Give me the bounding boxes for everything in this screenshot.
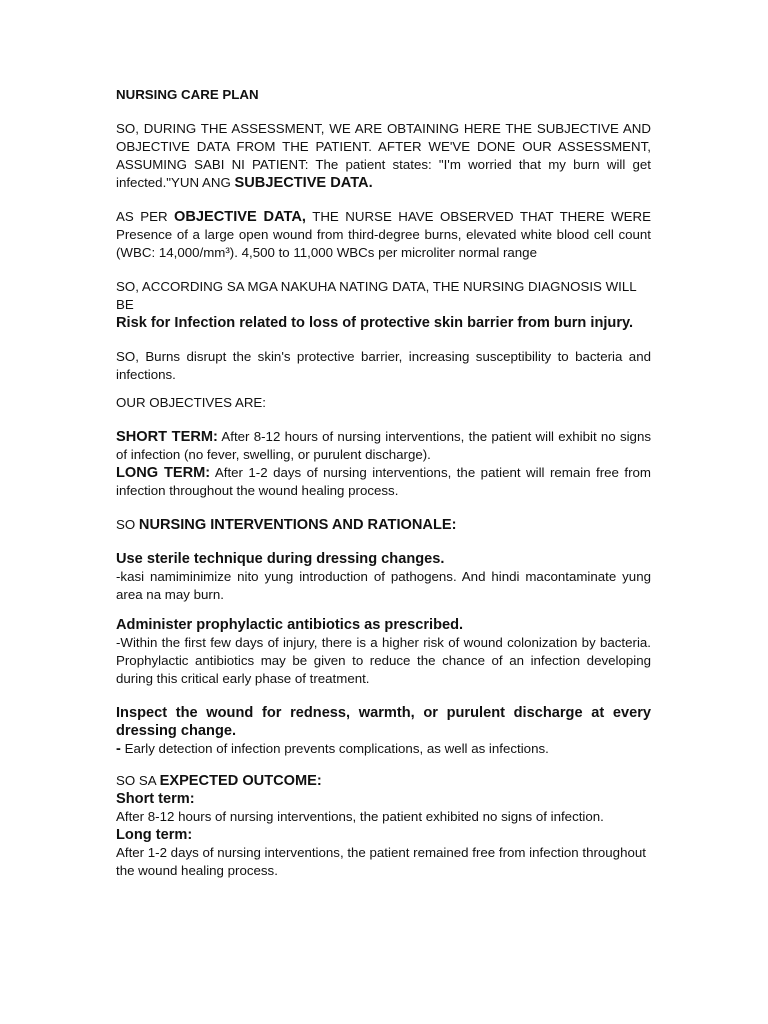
interventions-heading <box>116 516 651 534</box>
objective-paragraph <box>116 208 651 262</box>
short-term-objective <box>116 428 651 464</box>
objective-label: OBJECTIVE DATA, <box>174 209 306 225</box>
expected-outcome-label: EXPECTED OUTCOME: <box>159 773 322 789</box>
intervention-rationale <box>116 740 651 758</box>
outcome-long-text: After 1-2 days of nursing interventions, the patient remained free from infection throughout the wound healing process. <box>116 845 646 878</box>
expected-outcome-prefix: SO SA <box>116 773 160 788</box>
subjective-paragraph <box>116 120 651 192</box>
subjective-label: SUBJECTIVE DATA. <box>234 175 373 191</box>
nursing-diagnosis: Risk for Infection related to loss of protective skin barrier from burn injury. <box>116 315 634 331</box>
short-term-label: SHORT TERM: <box>116 429 218 445</box>
interventions-prefix: SO <box>116 517 139 532</box>
intervention-rationale: -Within the first few days of injury, there is a higher risk of wound colonization by bacteria. Prophylactic antibiotics may be given to reduce the chance of an infection developing during this critical early phase of treatment. <box>116 635 651 686</box>
intervention-rationale: -kasi namiminimize nito yung introduction of pathogens. And hindi macontaminate yung area na may burn. <box>116 569 651 602</box>
document-body <box>116 86 651 880</box>
diagnosis-intro: SO, ACCORDING SA MGA NAKUHA NATING DATA, THE NURSING DIAGNOSIS WILL BE <box>116 279 637 312</box>
rationale-dash: - <box>116 741 121 757</box>
objective-prefix: AS PER <box>116 209 175 224</box>
rationale-text: Early detection of infection prevents complications, as well as infections. <box>120 741 549 756</box>
rationale-paragraph: SO, Burns disrupt the skin's protective barrier, increasing susceptibility to bacteria and infections. <box>116 349 651 382</box>
objectives-heading: OUR OBJECTIVES ARE: <box>116 395 266 410</box>
expected-outcome-heading <box>116 772 651 790</box>
intervention-title: Use sterile technique during dressing changes. <box>116 551 445 567</box>
outcome-short-label: Short term: <box>116 791 195 807</box>
page-title: NURSING CARE PLAN <box>116 87 259 102</box>
outcome-short-text: After 8-12 hours of nursing interventions, the patient exhibited no signs of infection. <box>116 809 604 824</box>
intervention-title: Administer prophylactic antibiotics as prescribed. <box>116 617 464 633</box>
long-term-objective <box>116 464 651 500</box>
short-term-text: After 8-12 hours of nursing interventions, the patient will exhibit no signs of infection (no fever, swelling, or purulent discharge). <box>116 429 651 462</box>
intervention-title: Inspect the wound for redness, warmth, or purulent discharge at every dressing change. <box>116 705 651 739</box>
diagnosis-paragraph <box>116 278 651 332</box>
long-term-label: LONG TERM: <box>116 465 211 481</box>
objective-text: THE NURSE HAVE OBSERVED THAT THERE WERE Presence of a large open wound from third-degree burns, elevated white blood cell count (WBC: 14,000/mm³). 4,500 to 11,000 WBCs per microliter normal range <box>116 209 651 260</box>
interventions-label: NURSING INTERVENTIONS AND RATIONALE: <box>138 517 457 533</box>
subjective-text: SO, DURING THE ASSESSMENT, WE ARE OBTAINING HERE THE SUBJECTIVE AND OBJECTIVE DATA FROM THE PATIENT. AFTER WE'VE DONE OUR ASSESSMENT, ASSUMING SABI NI PATIENT: The patient states: "I'm worried that my burn will get infected."YUN ANG <box>116 121 651 190</box>
long-term-text: After 1-2 days of nursing interventions, the patient will remain free from infection throughout the wound healing process. <box>116 465 651 498</box>
outcome-long-label: Long term: <box>116 827 193 843</box>
